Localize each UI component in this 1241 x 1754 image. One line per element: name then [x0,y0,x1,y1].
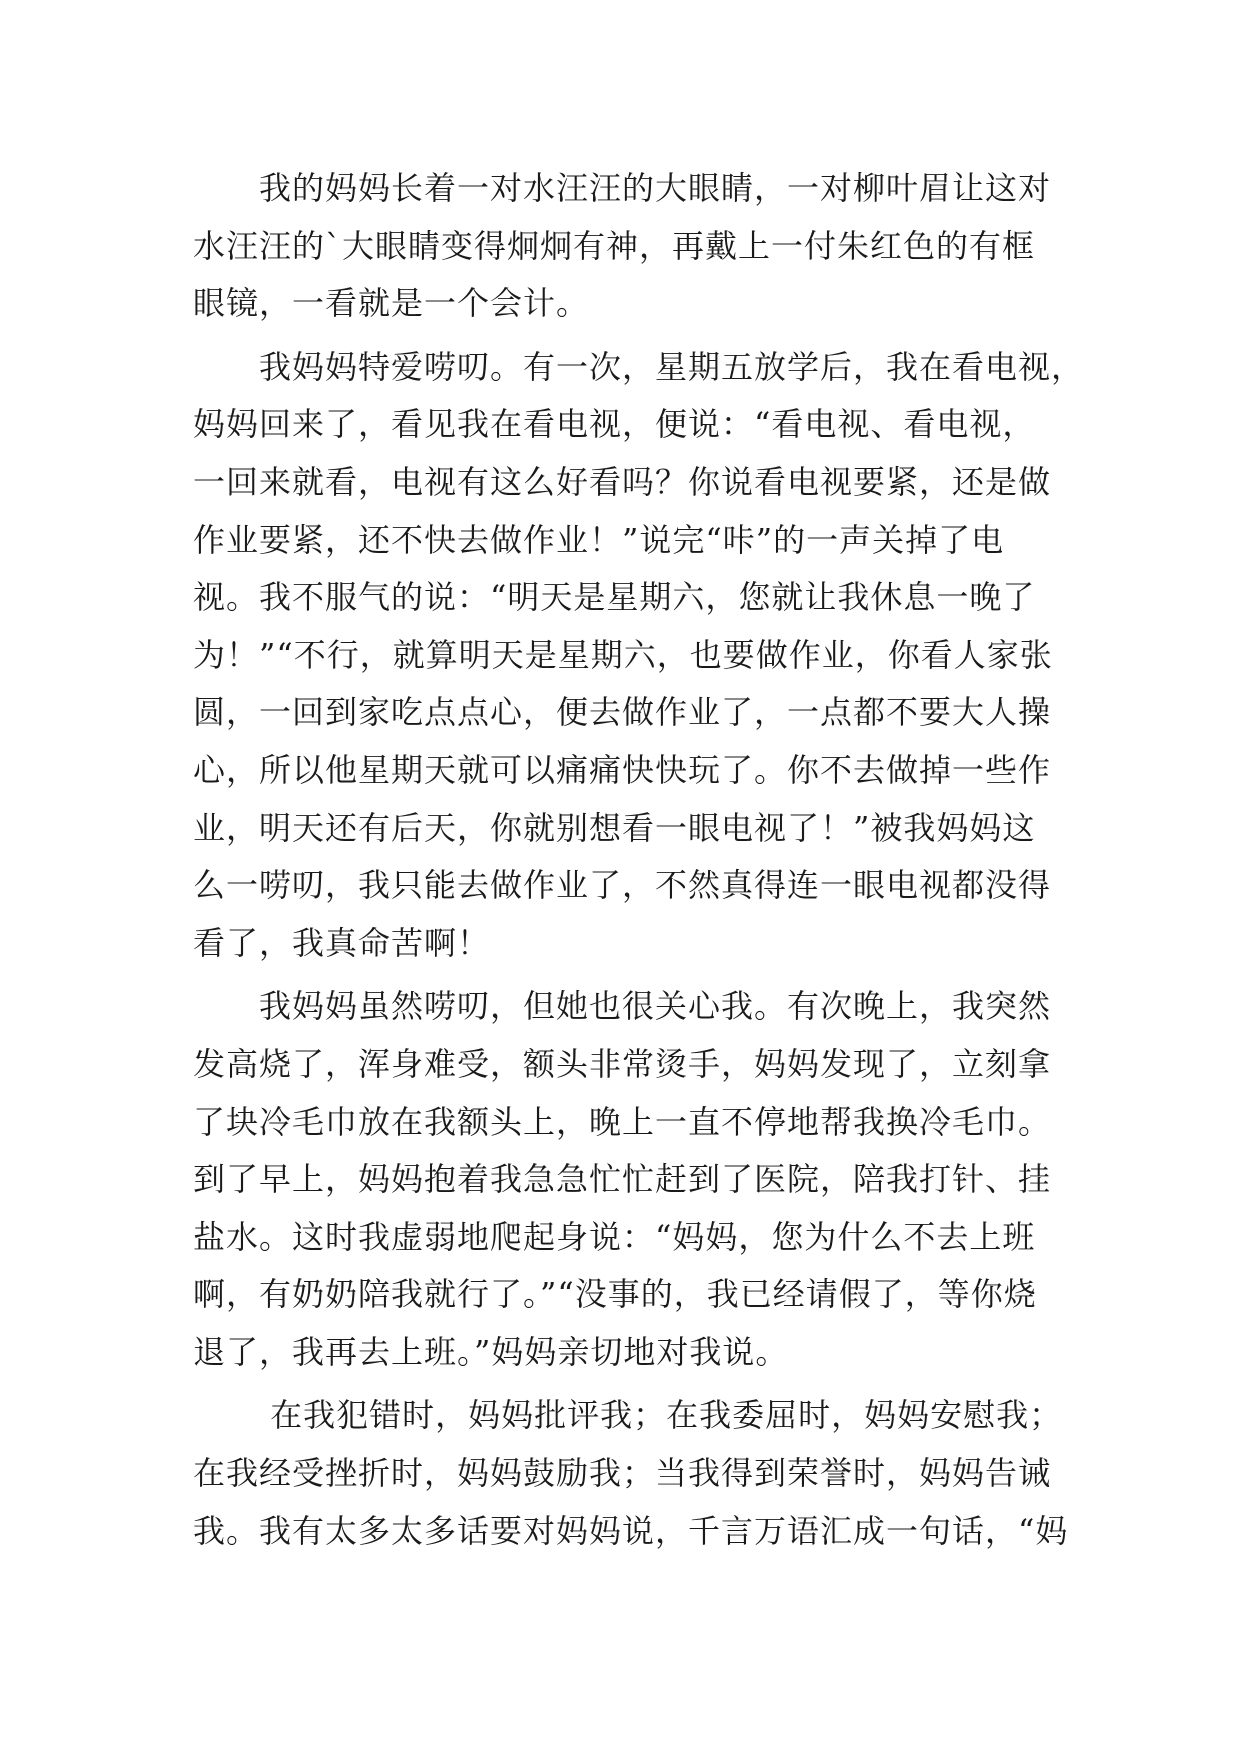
text-line: 作业要紧，还不快去做作业！”说完“咔”的一声关掉了电 [193,520,1005,559]
text-line: 么一唠叨，我只能去做作业了，不然真得连一眼电视都没得 [193,866,1052,905]
text-line: 视。我不服气的说：“明天是星期六，您就让我休息一晚了 [193,578,1036,617]
text-line: 到了早上，妈妈抱着我急急忙忙赶到了医院，陪我打针、挂 [193,1160,1052,1199]
text-line: 眼镜，一看就是一个会计。 [193,284,590,323]
essay-body [193,160,1085,1560]
text-line: 看了，我真命苦啊！ [193,923,491,962]
text-line: 在我犯错时，妈妈批评我；在我委屈时，妈妈安慰我； [193,1396,1063,1435]
paragraph-1 [193,160,1073,333]
paragraph-3 [193,978,1073,1381]
text-line: 退了，我再去上班。”妈妈亲切地对我说。 [193,1332,789,1371]
text-line: 圆，一回到家吃点点心，便去做作业了，一点都不要大人操 [193,693,1052,732]
text-line: 我妈妈特爱唠叨。有一次，星期五放学后，我在看电视， [193,347,1085,386]
text-line: 啊，有奶奶陪我就行了。”“没事的，我已经请假了，等你烧 [193,1275,1037,1314]
text-line: 我妈妈虽然唠叨，但她也很关心我。有次晚上，我突然 [193,987,1052,1026]
paragraph-4 [193,1387,1073,1560]
text-line: 盐水。这时我虚弱地爬起身说：“妈妈，您为什么不去上班 [193,1217,1036,1256]
text-line: 妈妈回来了，看见我在看电视，便说：“看电视、看电视， [193,405,1036,444]
paragraph-2 [193,339,1085,973]
text-line: 我的妈妈长着一对水汪汪的大眼睛，一对柳叶眉让这对 [193,169,1052,207]
text-line: 为！”“不行，就算明天是星期六，也要做作业，你看人家张 [193,635,1053,674]
text-line: 了块冷毛巾放在我额头上，晚上一直不停地帮我换冷毛巾。 [193,1102,1052,1141]
text-line: 一回来就看，电视有这么好看吗？你说看电视要紧，还是做 [193,462,1052,501]
text-line: 水汪汪的`大眼睛变得炯炯有神，再戴上一付朱红色的有框 [193,226,1036,265]
text-line: 心，所以他星期天就可以痛痛快快玩了。你不去做掉一些作 [193,750,1052,789]
text-line: 在我经受挫折时，妈妈鼓励我；当我得到荣誉时，妈妈告诫 [193,1454,1052,1493]
text-line: 发高烧了，浑身难受，额头非常烫手，妈妈发现了，立刻拿 [193,1044,1052,1083]
text-line: 我。我有太多太多话要对妈妈说，千言万语汇成一句话，“妈 [193,1511,1069,1550]
text-line: 业，明天还有后天，你就别想看一眼电视了！”被我妈妈这 [193,808,1036,847]
